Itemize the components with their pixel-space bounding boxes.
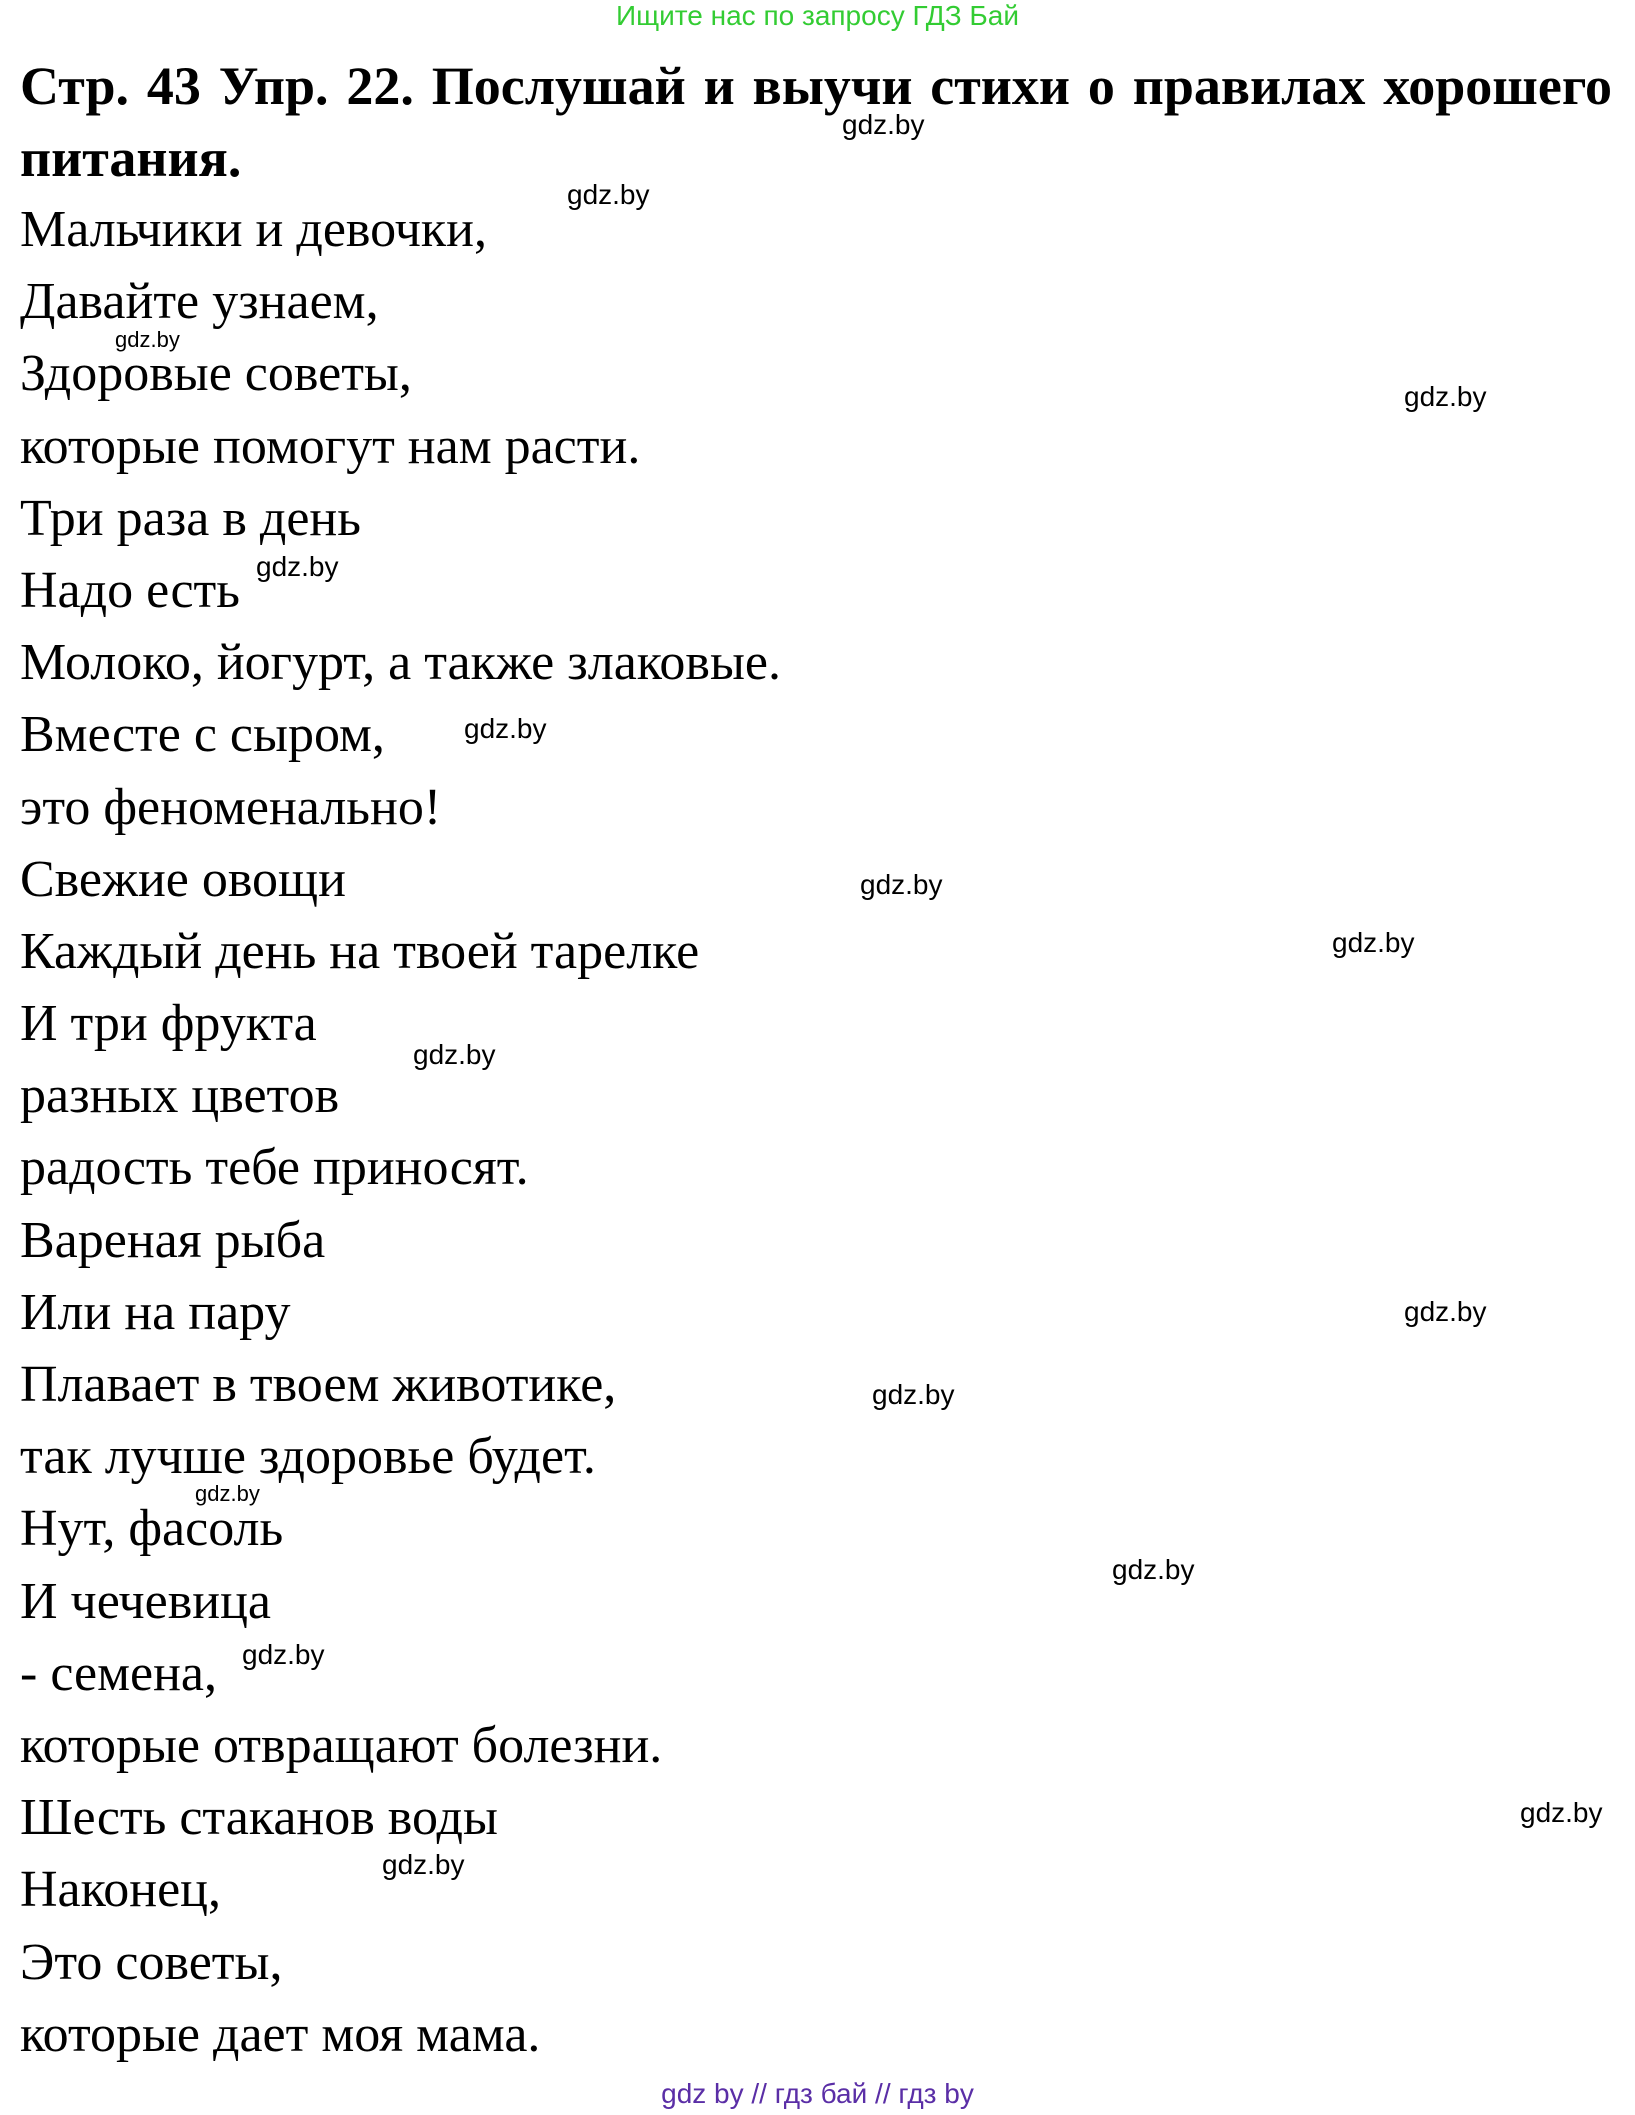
watermark: gdz.by xyxy=(256,551,339,582)
poem-line: Шесть стаканов воды xyxy=(20,1789,498,1847)
watermark: gdz.by xyxy=(115,327,180,352)
watermark: gdz.by xyxy=(413,1039,496,1070)
poem-line: Здоровые советы, xyxy=(20,345,412,403)
watermark: gdz.by xyxy=(860,869,943,900)
poem-line: Вместе с сыром, xyxy=(20,706,385,764)
poem-line: Мальчики и девочки, xyxy=(20,201,488,258)
watermark: gdz.by xyxy=(1332,927,1415,958)
watermark: gdz.by xyxy=(567,179,650,210)
poem-line: радость тебе приносят. xyxy=(20,1139,529,1197)
watermark: gdz.by xyxy=(195,1481,260,1506)
poem-line: разных цветов xyxy=(20,1067,340,1125)
watermark: gdz.by xyxy=(464,713,547,744)
poem-line: Вареная рыба xyxy=(20,1211,326,1269)
poem-line: И три фрукта xyxy=(20,995,317,1053)
watermark: gdz.by xyxy=(872,1379,955,1410)
poem-line: Давайте узнаем, xyxy=(20,273,379,331)
poem-line: - семена, xyxy=(20,1644,218,1702)
poem-line: Нут, фасоль xyxy=(20,1500,284,1558)
poem xyxy=(20,194,781,2071)
watermark: gdz.by xyxy=(382,1849,465,1880)
watermark: gdz.by xyxy=(1404,1296,1487,1327)
poem-line: Молоко, йогурт, а также злаковые. xyxy=(20,634,781,692)
poem-line: Надо есть xyxy=(20,561,240,619)
poem-line: Наконец, xyxy=(20,1861,221,1919)
watermark: gdz.by xyxy=(1404,381,1487,412)
page-title: Стр. 43 Упр. 22. Послушай и выучи стихи о правилах хорошего питания. xyxy=(20,56,1612,188)
watermark: gdz.by xyxy=(1520,1797,1603,1828)
poem-line: Свежие овощи xyxy=(20,850,346,908)
poem-line: так лучше здоровье будет. xyxy=(20,1428,596,1486)
poem-line: которые помогут нам расти. xyxy=(20,417,641,475)
poem-line: Каждый день на твоей тарелке xyxy=(20,922,700,980)
poem-line: которые отвращают болезни. xyxy=(20,1716,663,1774)
poem-line: И чечевица xyxy=(20,1572,272,1630)
poem-line: Или на пару xyxy=(20,1283,291,1341)
watermark: gdz.by xyxy=(842,109,925,140)
watermark: gdz.by xyxy=(1112,1554,1195,1585)
poem-line: которые дает моя мама. xyxy=(20,2005,541,2063)
footer: gdz by // гдз бай // гдз by xyxy=(661,2078,974,2109)
watermark: gdz.by xyxy=(242,1639,325,1670)
poem-line: Три раза в день xyxy=(20,489,361,547)
poem-line: это феноменально! xyxy=(20,778,442,836)
top-banner: Ищите нас по запросу ГДЗ Бай xyxy=(615,0,1020,31)
poem-line: Это советы, xyxy=(20,1933,283,1991)
poem-line: Плавает в твоем животике, xyxy=(20,1356,617,1413)
